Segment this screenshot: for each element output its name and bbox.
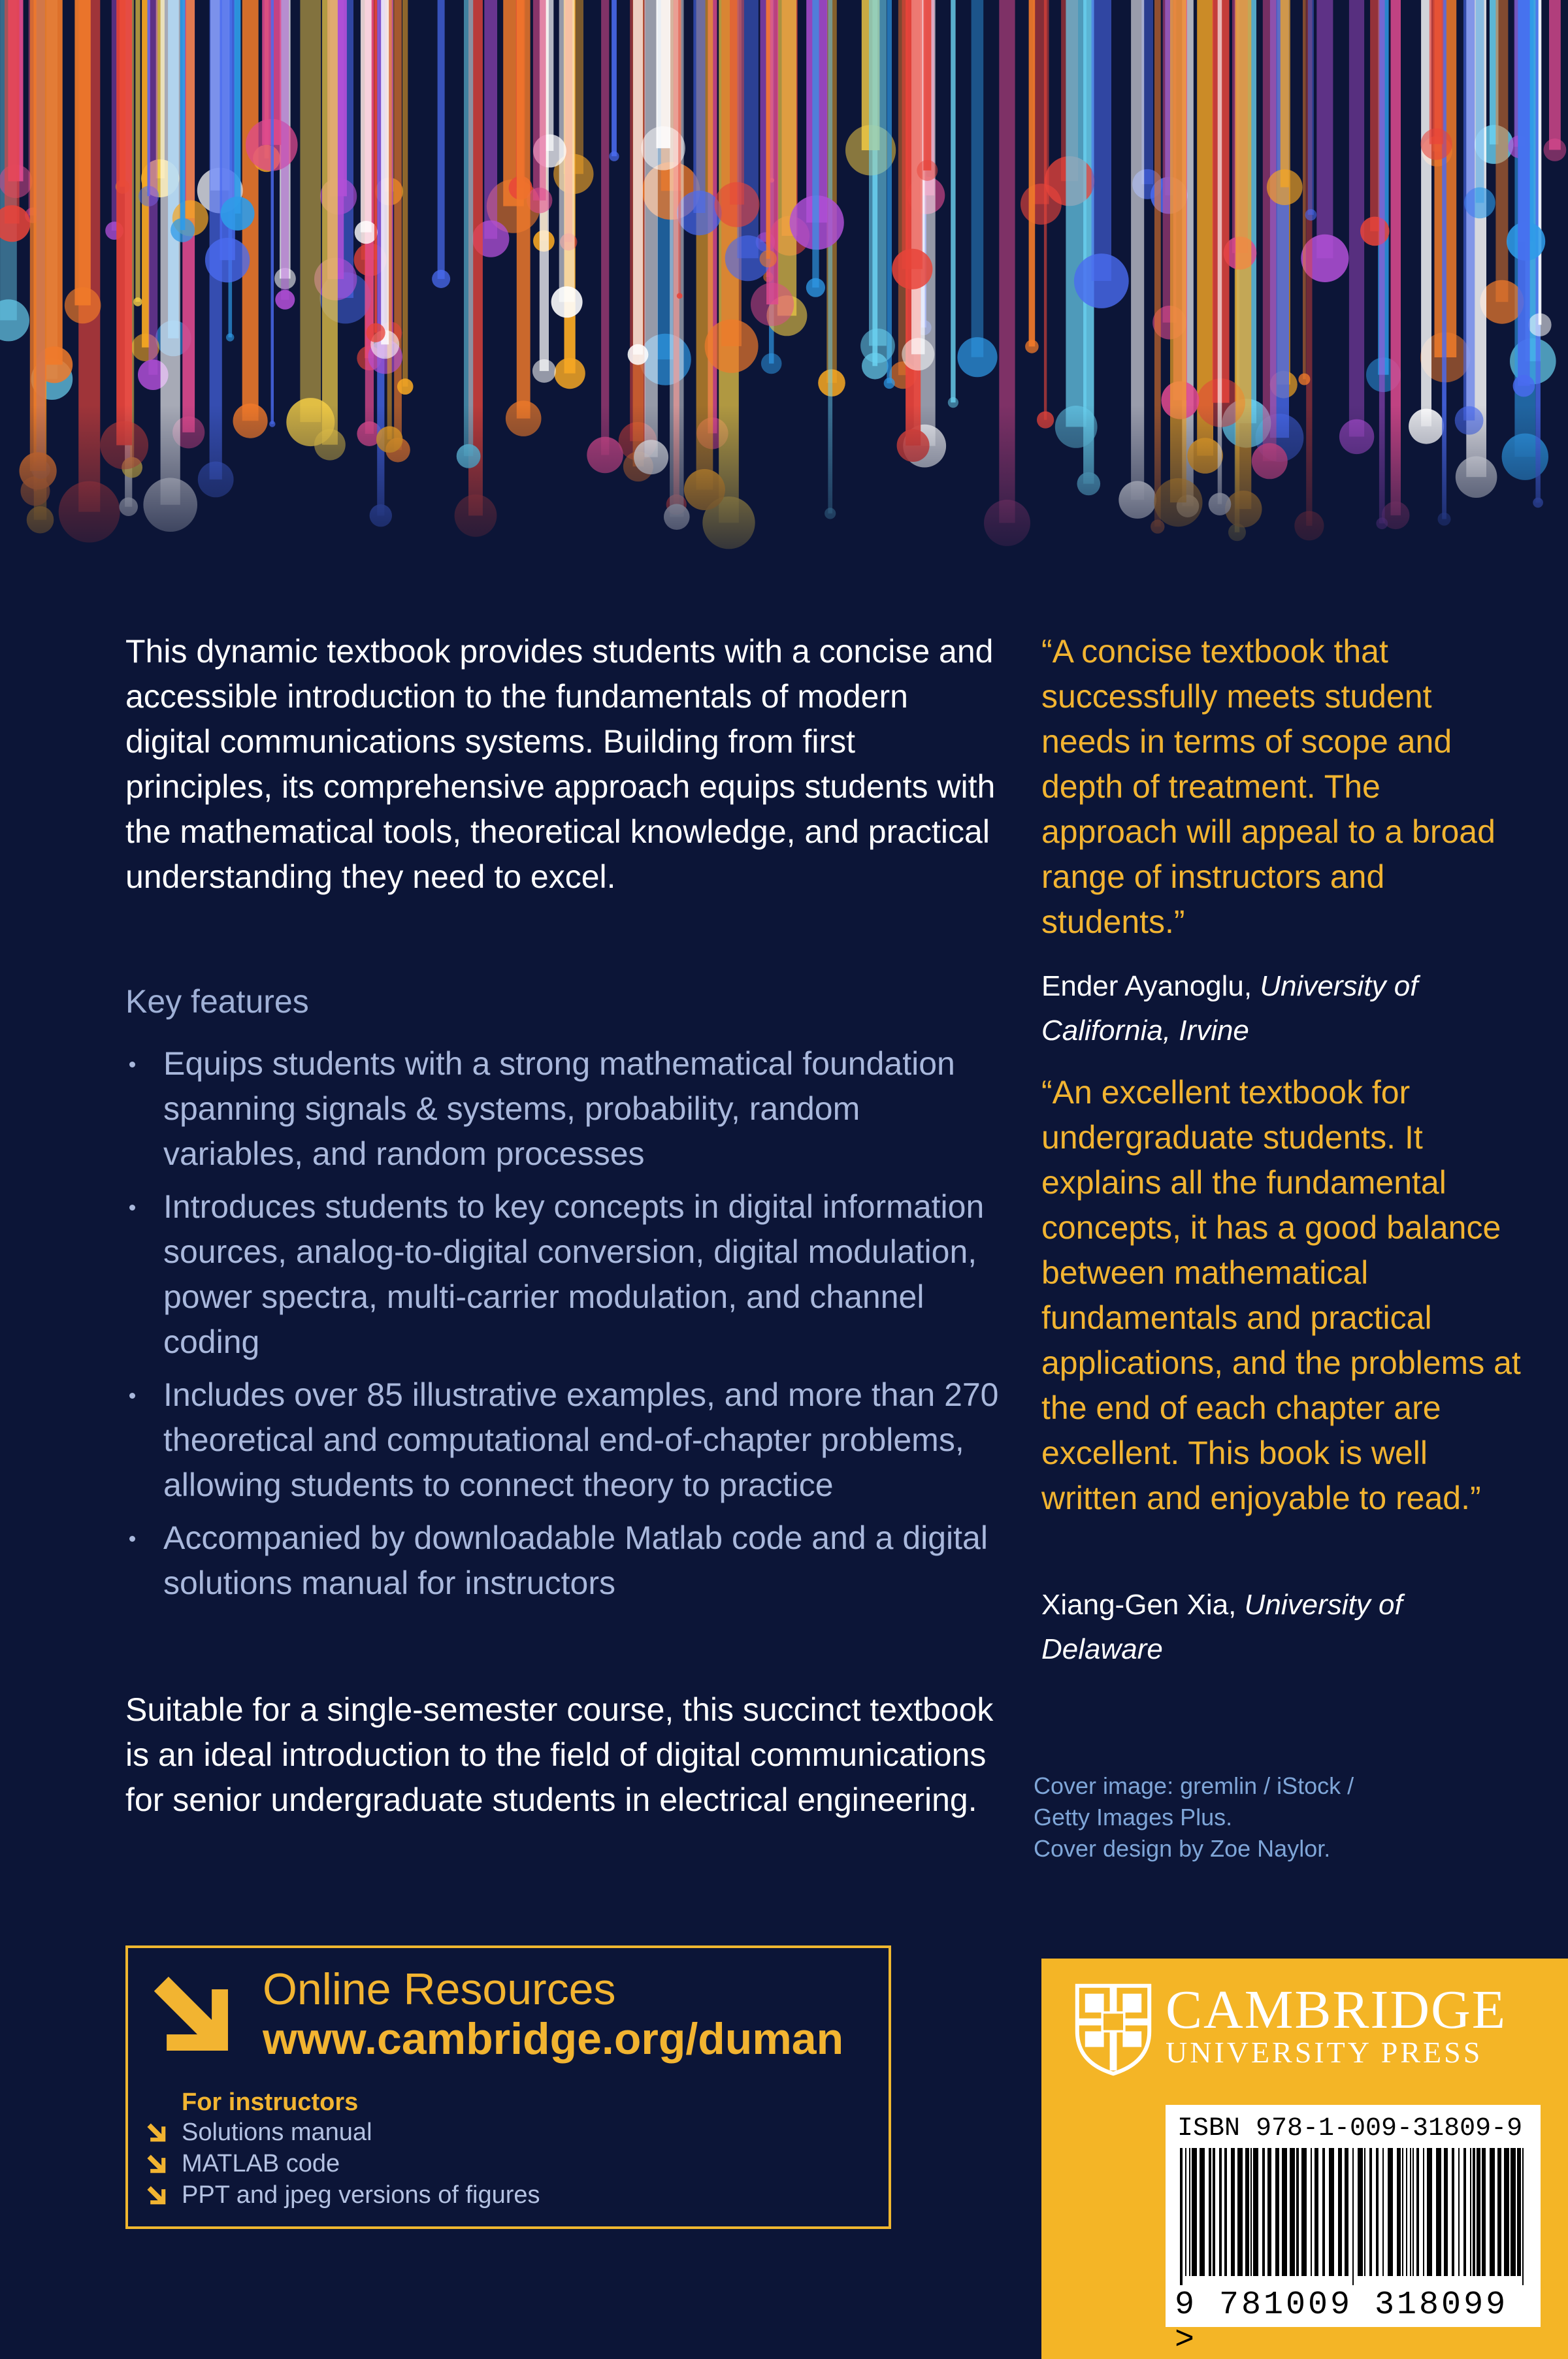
light-bokeh [860, 329, 895, 363]
barcode-bar [1301, 2148, 1307, 2276]
light-streak [1316, 0, 1333, 258]
barcode-bar [1402, 2148, 1403, 2276]
resource-label: Solutions manual [182, 2119, 372, 2146]
barcode-bar [1253, 2148, 1258, 2276]
light-streak [1495, 0, 1508, 302]
light-bokeh [705, 319, 759, 373]
reviewer-name: Ender Ayanoglu, [1041, 970, 1252, 1002]
light-bokeh [1528, 314, 1551, 336]
light-streak [644, 0, 657, 457]
publisher-name: CAMBRIDGE [1166, 1979, 1507, 2040]
light-streak [281, 0, 289, 300]
light-bokeh [677, 293, 683, 299]
barcode-bar [1497, 2148, 1501, 2276]
light-streak [1476, 0, 1484, 203]
light-bokeh [367, 323, 385, 342]
resources-audience: For instructors [182, 2089, 359, 2116]
light-streak [374, 0, 377, 333]
light-streak [657, 0, 671, 148]
light-streak [1429, 0, 1443, 144]
light-bokeh [1074, 253, 1129, 308]
barcode-bar [1410, 2148, 1411, 2276]
light-streak [74, 0, 90, 305]
resource-item [145, 2117, 540, 2148]
light-bokeh [1298, 374, 1310, 385]
cover-credits [1034, 1770, 1504, 1864]
light-streak [951, 0, 955, 402]
resource-label: PPT and jpeg versions of figures [182, 2181, 540, 2209]
resources-title: Online Resources [263, 1964, 616, 2014]
light-streak [601, 0, 609, 455]
light-bokeh [761, 353, 782, 374]
light-bokeh [1513, 375, 1535, 397]
barcode-bar [1364, 2148, 1365, 2276]
light-streak [902, 0, 923, 269]
light-streak [322, 0, 338, 445]
barcode-digits: 9 781009 318099 > [1175, 2286, 1509, 2359]
light-streak [678, 0, 681, 296]
light-streak [1029, 0, 1036, 346]
light-streak [1349, 0, 1364, 436]
light-streak [612, 0, 617, 156]
light-streak [1044, 0, 1047, 420]
light-streak [235, 0, 241, 214]
light-streak [5, 0, 20, 223]
barcode-bar [1262, 2148, 1265, 2276]
light-streak [1308, 0, 1314, 215]
barcode-bar [1413, 2148, 1414, 2276]
barcode-bar [1376, 2148, 1379, 2276]
light-bokeh [609, 152, 619, 161]
barcode-bar [1458, 2148, 1460, 2276]
light-bokeh [957, 337, 997, 377]
light-streak [1066, 0, 1086, 427]
barcode-bar [1213, 2148, 1215, 2276]
barcode-bar [1267, 2148, 1271, 2276]
feature-item: Includes over 85 illustrative examples, and more than 270 theoretical and computational end-of-chapter problems, allowing students to connect theory to practice [125, 1373, 1001, 1508]
light-bokeh [1025, 340, 1039, 353]
review-attribution [1041, 1583, 1525, 1672]
barcode-bar [1511, 2148, 1516, 2276]
light-bokeh [65, 287, 101, 324]
credit-line: Cover design by Zoe Naylor. [1034, 1835, 1331, 1862]
light-bokeh [1267, 169, 1303, 205]
publisher-subname: UNIVERSITY PRESS [1166, 2036, 1483, 2069]
light-bokeh [554, 358, 585, 389]
art-fade [0, 405, 1568, 588]
light-streak [777, 0, 796, 316]
barcode-bar [1517, 2148, 1521, 2276]
light-streak [517, 0, 531, 419]
barcode-bar [1315, 2148, 1318, 2276]
review-quote: “An excellent textbook for undergraduate students. It explains all the fundamental concepts, it has a good balance between mathematical fundamentals and practical applications, and the problems at the end of each chapter are excellent. This book is well written and enjoyable to read.” [1041, 1074, 1521, 1516]
light-bokeh [715, 182, 760, 227]
barcode-bar [1504, 2148, 1509, 2276]
barcode-bar [1345, 2148, 1348, 2276]
light-bokeh [1480, 280, 1524, 324]
review-attribution [1041, 964, 1525, 1053]
light-bokeh [226, 333, 234, 341]
barcode-bar [1452, 2148, 1454, 2276]
barcode-bar [1358, 2148, 1363, 2276]
light-streak [1549, 0, 1561, 150]
light-streak [533, 0, 546, 201]
light-bokeh [1305, 209, 1317, 221]
barcode-bar [1388, 2148, 1393, 2276]
light-bokeh [806, 278, 825, 297]
light-streak [869, 0, 887, 346]
arrow-down-right-icon [145, 2153, 167, 2175]
barcode-bar [1473, 2148, 1475, 2276]
light-streak [693, 0, 705, 213]
barcode-bar [1237, 2148, 1243, 2276]
light-bokeh [902, 338, 934, 370]
light-bokeh [1544, 138, 1567, 161]
light-bokeh [527, 187, 552, 213]
barcode-bar [1423, 2148, 1424, 2276]
barcode-bar [1231, 2148, 1235, 2276]
light-streak [180, 0, 186, 230]
light-streak [271, 0, 274, 424]
barcode-bar [1416, 2148, 1419, 2276]
light-streak [402, 0, 408, 387]
fiber-optic-light-art [0, 0, 1568, 588]
light-streak [1370, 0, 1380, 231]
isbn-barcode-block [1166, 2105, 1541, 2359]
barcode-bar [1352, 2148, 1354, 2285]
barcode-bar [1282, 2148, 1287, 2276]
light-bokeh [0, 205, 30, 242]
online-resources-box [125, 1945, 891, 2229]
barcode-bar [1463, 2148, 1466, 2276]
barcode-icon [1177, 2148, 1530, 2285]
light-bokeh [133, 297, 142, 306]
reviewer-affiliation: University of Delaware [1041, 1589, 1403, 1665]
light-streak [1518, 0, 1529, 386]
light-streak [438, 0, 445, 279]
barcode-bar [1338, 2148, 1342, 2276]
light-bokeh [884, 378, 895, 389]
feature-item: Introduces students to key concepts in digital information sources, analog-to-digital conversion, digital modulation, power spectra, multi-carrier modulation, and channel coding [125, 1184, 1001, 1365]
barcode-bar [1490, 2148, 1495, 2276]
light-streak [361, 0, 372, 233]
reviewer-name: Xiang-Gen Xia, [1041, 1589, 1237, 1621]
barcode-bar [1522, 2148, 1524, 2285]
barcode-bar [1444, 2148, 1448, 2276]
light-streak [633, 0, 643, 355]
light-streak [923, 0, 931, 171]
university-shield-logo [1074, 1982, 1152, 2077]
light-streak [1463, 0, 1475, 421]
feature-item: Equips students with a strong mathematical foundation spanning signals & systems, probability, random variables, and random processes [125, 1041, 1001, 1177]
barcode-bar [1224, 2148, 1227, 2276]
barcode-bar [1470, 2148, 1471, 2276]
barcode-bar [1397, 2148, 1401, 2276]
resource-item [145, 2148, 540, 2179]
light-streak [1092, 0, 1111, 281]
light-bokeh [751, 283, 794, 326]
isbn-label: ISBN 978-1-009-31809-9 [1177, 2114, 1523, 2143]
light-bokeh [0, 299, 29, 341]
light-streak [300, 0, 321, 422]
publisher-panel [1041, 1959, 1568, 2359]
barcode-bar [1180, 2148, 1183, 2285]
barcode-bar [1406, 2148, 1407, 2276]
closing-paragraph: Suitable for a single-semester course, this succinct textbook is an ideal introduction to the field of digital communications for senior undergraduate students in electrical engineering. [125, 1691, 994, 1818]
barcode-bar [1290, 2148, 1295, 2276]
arrow-down-right-icon [145, 1968, 235, 2058]
light-bokeh [171, 218, 195, 242]
barcode-bar [1482, 2148, 1486, 2276]
light-streak [484, 0, 497, 239]
barcode-bar [1436, 2148, 1441, 2276]
light-streak [135, 0, 140, 302]
barcode-bar [1200, 2148, 1205, 2276]
light-bokeh [532, 359, 556, 383]
barcode-bar [1311, 2148, 1312, 2276]
light-streak [766, 0, 770, 259]
light-streak [887, 0, 892, 383]
light-streak [1539, 0, 1542, 325]
light-bokeh [551, 286, 583, 317]
light-streak [1281, 0, 1289, 187]
barcode-bar [1296, 2148, 1299, 2276]
key-features-list [125, 1041, 1001, 1614]
light-streak [116, 0, 132, 446]
light-streak [972, 0, 984, 357]
review-quote: “A concise textbook that successfully meets student needs in terms of scope and depth of treatment. The approach will appeal to a broad range of instructors and students.” [1041, 633, 1495, 940]
light-streak [186, 0, 195, 218]
light-streak [30, 0, 46, 471]
light-bokeh [355, 221, 378, 244]
barcode-bar [1209, 2148, 1211, 2276]
light-streak [381, 0, 389, 344]
light-streak [1263, 0, 1277, 461]
barcode-bar [1329, 2148, 1334, 2276]
barcode-bar [1245, 2148, 1249, 2276]
arrow-down-right-icon [145, 2184, 167, 2206]
light-streak [464, 0, 473, 456]
barcode-bar [1219, 2148, 1222, 2276]
key-features-heading: Key features [125, 983, 309, 1020]
resources-url[interactable]: www.cambridge.org/duman [263, 2014, 844, 2064]
light-streak [1303, 0, 1306, 380]
barcode-bar [1369, 2148, 1372, 2276]
credit-line: Getty Images Plus. [1034, 1804, 1233, 1830]
light-bokeh [432, 270, 450, 288]
light-bokeh [275, 290, 295, 310]
resource-label: MATLAB code [182, 2150, 340, 2177]
credit-line: Cover image: gremlin / iStock / [1034, 1772, 1354, 1799]
barcode-bar [1185, 2148, 1186, 2276]
resource-item [145, 2179, 540, 2211]
barcode-bar [1382, 2148, 1384, 2276]
light-bokeh [892, 249, 932, 289]
barcode-bar [1477, 2148, 1480, 2276]
barcode-bar [1427, 2148, 1432, 2276]
light-streak [46, 0, 63, 365]
light-bokeh [760, 250, 777, 267]
resources-list [145, 2117, 540, 2211]
light-streak [812, 0, 819, 287]
barcode-bar [1275, 2148, 1279, 2276]
light-streak [112, 0, 118, 231]
barcode-bar [1250, 2148, 1252, 2276]
light-bokeh [397, 378, 414, 395]
barcode-bar [1322, 2148, 1325, 2276]
arrow-down-right-icon [145, 2121, 167, 2143]
feature-item: Accompanied by downloadable Matlab code and a digital solutions manual for instructors [125, 1516, 1001, 1606]
light-bokeh [1360, 217, 1390, 246]
barcode-bar [1192, 2148, 1197, 2276]
barcode-bar [1189, 2148, 1190, 2276]
light-streak [546, 0, 554, 151]
light-bokeh [1421, 129, 1452, 160]
reviewer-affiliation: University of California, Irvine [1041, 970, 1418, 1047]
light-bokeh [221, 197, 255, 231]
blurb-paragraph: This dynamic textbook provides students with a concise and accessible introduction to the fundamentals of modern digital communications systems. Building from first principles, its comprehensive approach equips students with the mathematical tools, theoretical knowledge, and practical understanding they need to excel. [125, 633, 996, 895]
light-streak [730, 0, 744, 204]
light-streak [148, 0, 157, 375]
